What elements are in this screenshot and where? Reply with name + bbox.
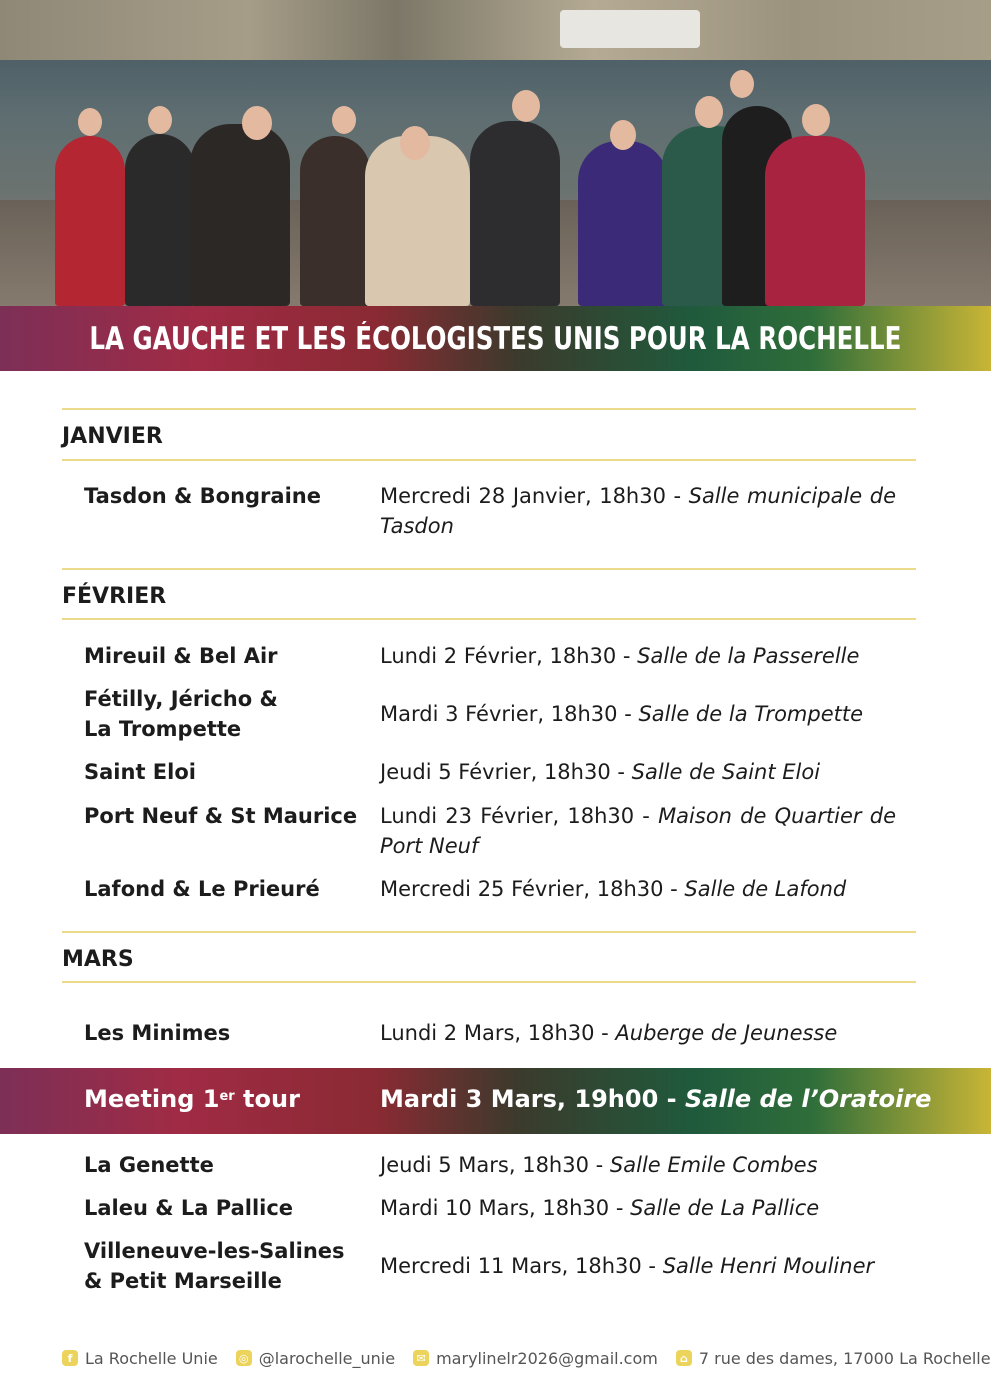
event-venue: Salle de la Trompette (638, 702, 864, 726)
event-detail (380, 1251, 896, 1281)
event-name-line: Villeneuve-les-Salines (84, 1239, 345, 1263)
person-figure (470, 121, 560, 306)
footer-facebook[interactable] (62, 1349, 218, 1368)
instagram-icon: ◎ (236, 1350, 252, 1366)
month-heading-mars: MARS (62, 947, 134, 972)
event-venue: Salle de Lafond (684, 877, 847, 901)
person-head (730, 70, 754, 98)
footer-instagram[interactable] (236, 1349, 395, 1368)
photo-boat (560, 10, 700, 48)
footer-contacts (62, 1346, 991, 1370)
event-name: Les Minimes (84, 1021, 231, 1045)
event-date: Lundi 2 Février, 18h30 - (380, 644, 638, 668)
event-date: Mardi 10 Mars, 18h30 - (380, 1196, 631, 1220)
event-detail (380, 481, 896, 541)
event-detail (380, 801, 896, 861)
footer-email[interactable] (413, 1349, 658, 1368)
divider (62, 568, 916, 570)
home-icon: ⌂ (676, 1350, 692, 1366)
meeting-name (84, 1084, 374, 1114)
person-head (148, 106, 172, 134)
divider (62, 408, 916, 410)
event-name (84, 1236, 374, 1296)
instagram-label: @larochelle_unie (258, 1348, 396, 1368)
person-figure (300, 136, 370, 306)
event-date: Mercredi 28 Janvier, 18h30 - (380, 484, 689, 508)
person-head (610, 120, 636, 150)
event-venue: Salle de La Pallice (630, 1196, 820, 1220)
group-photo (0, 0, 991, 306)
event-date: Lundi 2 Mars, 18h30 - (380, 1021, 616, 1045)
title-banner (0, 306, 991, 371)
event-date: Mercredi 25 Février, 18h30 - (380, 877, 685, 901)
person-figure (190, 124, 290, 306)
facebook-label: La Rochelle Unie (85, 1348, 218, 1368)
meeting-venue: Salle de l’Oratoire (684, 1085, 932, 1113)
event-date: Jeudi 5 Février, 18h30 - (380, 760, 632, 784)
person-figure (765, 136, 865, 306)
person-head (802, 104, 830, 136)
event-venue: Maison de Quartier de Port Neuf (380, 804, 896, 858)
email-label: marylinelr2026@gmail.com (436, 1348, 658, 1368)
divider (62, 931, 916, 933)
photo-crowd (50, 70, 880, 306)
event-venue: Salle Henri Mouliner (662, 1254, 875, 1278)
banner-title: LA GAUCHE ET LES ÉCOLOGISTES UNIS POUR LA ROCHELLE (89, 320, 902, 357)
event-name: La Genette (84, 1153, 214, 1177)
event-name: Mireuil & Bel Air (84, 644, 278, 668)
person-figure (578, 141, 668, 306)
person-figure (55, 136, 125, 306)
address-label: 7 rue des dames, 17000 La Rochelle (698, 1348, 991, 1368)
person-figure (365, 136, 470, 306)
event-detail (380, 1018, 896, 1048)
event-detail (380, 641, 896, 671)
event-name: Tasdon & Bongraine (84, 484, 321, 508)
event-name-line: La Trompette (84, 717, 242, 741)
event-detail (380, 757, 896, 787)
meeting-highlight-band (0, 1068, 991, 1134)
event-name: Lafond & Le Prieuré (84, 877, 320, 901)
event-date: Mercredi 11 Mars, 18h30 - (380, 1254, 663, 1278)
event-detail (380, 1150, 896, 1180)
person-head (512, 90, 540, 122)
event-date: Lundi 23 Février, 18h30 - (380, 804, 659, 828)
person-head (78, 108, 102, 136)
event-venue: Salle Emile Combes (609, 1153, 818, 1177)
event-name: Laleu & La Pallice (84, 1196, 294, 1220)
event-venue: Salle municipale de Tasdon (380, 484, 896, 538)
facebook-icon: f (62, 1350, 78, 1366)
event-detail (380, 699, 896, 729)
photo-background-towers (0, 0, 991, 60)
event-date: Mardi 3 Février, 18h30 - (380, 702, 639, 726)
event-name: Port Neuf & St Maurice (84, 804, 358, 828)
event-venue: Salle de Saint Eloi (631, 760, 821, 784)
meeting-name-tail: tour (234, 1085, 300, 1113)
event-detail (380, 874, 896, 904)
event-date: Jeudi 5 Mars, 18h30 - (380, 1153, 610, 1177)
person-head (242, 106, 272, 140)
footer-address (676, 1349, 991, 1368)
event-name-line: Fétilly, Jéricho & (84, 687, 278, 711)
meeting-name-main: Meeting 1 (84, 1085, 220, 1113)
divider (62, 618, 916, 620)
person-figure (125, 134, 195, 306)
meeting-name-sup: er (219, 1089, 235, 1104)
meeting-date: Mardi 3 Mars, 19h00 - (380, 1085, 685, 1113)
person-head (332, 106, 356, 134)
email-icon: ✉ (413, 1350, 429, 1366)
event-name: Saint Eloi (84, 760, 196, 784)
meeting-detail (380, 1084, 940, 1114)
person-head (400, 126, 430, 160)
month-heading-janvier: JANVIER (62, 424, 163, 449)
event-name (84, 684, 374, 744)
month-heading-fevrier: FÉVRIER (62, 584, 167, 609)
divider (62, 981, 916, 983)
event-venue: Salle de la Passerelle (637, 644, 860, 668)
person-head (695, 96, 723, 128)
event-detail (380, 1193, 896, 1223)
event-name-line: & Petit Marseille (84, 1269, 282, 1293)
divider (62, 459, 916, 461)
event-venue: Auberge de Jeunesse (615, 1021, 838, 1045)
